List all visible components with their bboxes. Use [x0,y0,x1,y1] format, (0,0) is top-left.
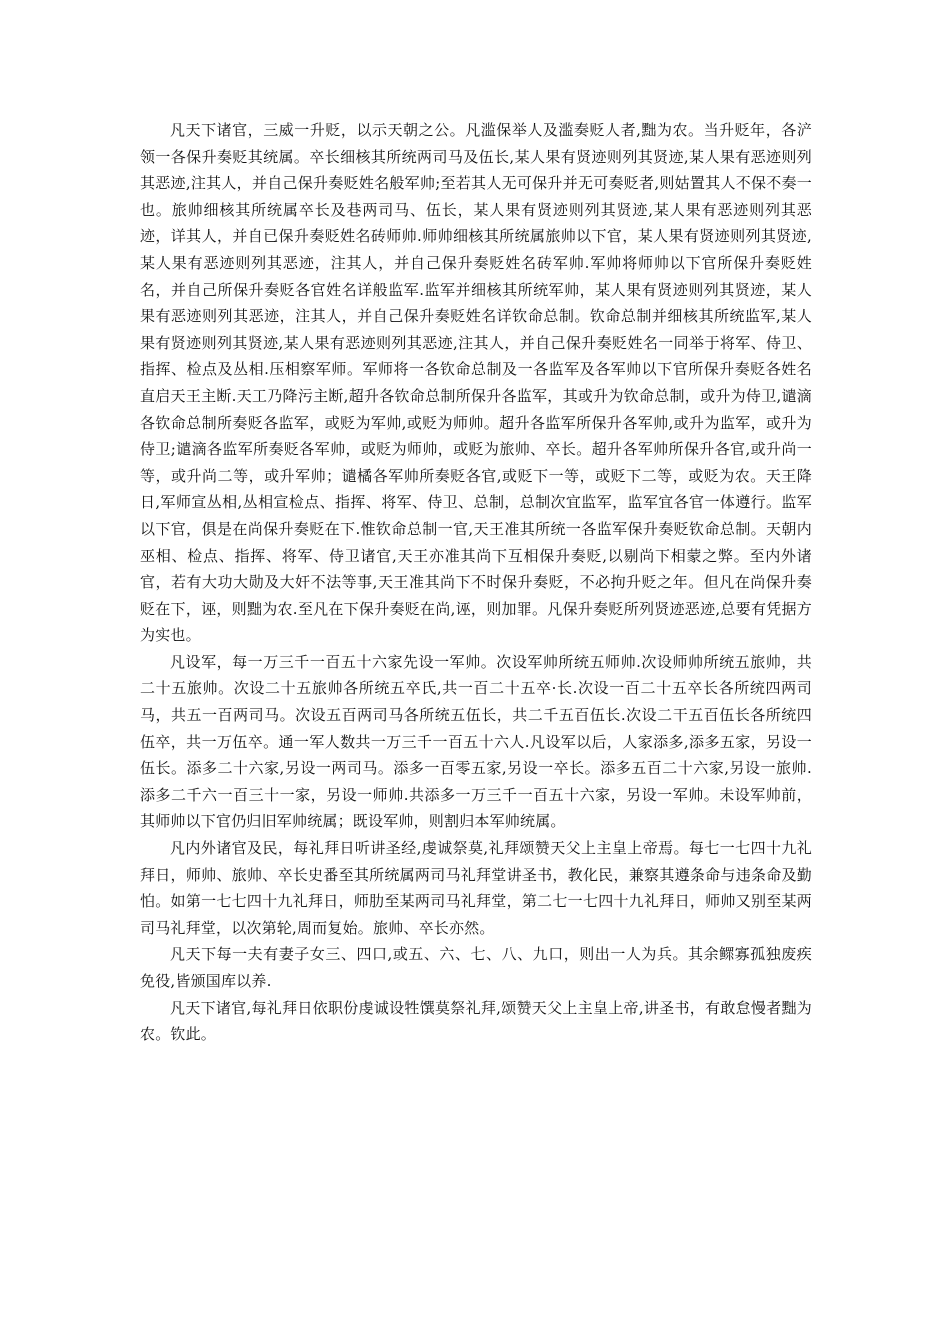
paragraph-army-organization: 凡设军，每一万三千一百五十六家先设一军帅。次设军帅所统五师帅.次设师帅所统五旅帅，共二十五旅帅。次设二十五旅帅各所统五卒氏,共一百二十五卒·长.次设一百二十五卒长各所统四两司马，共五一百两司马。次设五百两司马各所统五伍长，共二千五百伍长.次设二干五百伍长各所统四伍卒，共一万伍卒。通一军人数共一万三千一百五十六人.凡设军以后，人家添多,添多五家，另设一伍长。添多二十六家,另设一两司马。添多一百零五家,另设一卒长。添多五百二十六家,另设一旅帅.添多二千六一百三十一家，另设一师帅.共添多一万三千一百五十六家，另设一军帅。未设军帅前，其师帅以下官仍归旧军帅统属；既设军帅，则割归本军帅统属。 [140,652,812,831]
paragraph-sabbath-worship: 凡内外诸官及民，每礼拜日听讲圣经,虔诚祭莫,礼拜颂赞天父上主皇上帝焉。每七一七四十九礼拜日，师帅、旅帅、卒长史番至其所统属两司马礼拜堂讲圣书，教化民，兼察其遵条命与违条命及勤怕。如第一七七四十九礼拜日，师肋至某两司马礼拜堂，第二七一七四十九礼拜日，师帅又别至某两司马礼拜堂，以次第轮,周而复始。旅帅、卒长亦然。 [140,839,812,937]
document-body [140,117,812,1048]
paragraph-conscription: 凡天下每一夫有妻子女三、四口,或五、六、七、八、九口，则出一人为兵。其余鳏寡孤独废疾免役,皆颁国库以养. [140,945,812,990]
paragraph-officials-worship: 凡天下诸官,每礼拜日依职份虔诚设牲馔莫祭礼拜,颂赞天父上主皇上帝,讲圣书，有敢怠慢者黜为农。钦此。 [140,998,812,1044]
paragraph-promotion-demotion: 凡天下诸官，三威一升贬，以示天朝之公。凡滥保举人及滥奏贬人者,黜为农。当升贬年，各浐领一各保升奏贬其统属。卒长细核其所统两司马及伍长,某人果有贤迹则列其贤迹,某人果有恶迹则列其恶迹,注其人，并自己保升奏贬姓名般军帅;至若其人无可保升并无可奏贬者,则姑置其人不保不奏一也。旅帅细核其所统属卒长及巷两司马、伍长，某人果有贤迹则列其贤迹,某人果有恶迹则列其恶迹，详其人，并自已保升奏贬姓名砖师帅.师帅细核其所统属旅帅以下官，某人果有贤迹则列其贤迹,某人果有恶迹则列其恶迹，注其人，并自己保升奏贬姓名砖军帅.军帅将师帅以下官所保升奏贬姓名，并自己所保升奏贬各官姓名详般监军.监军并细核其所统军帅，某人果有贤迹则列其贤迹，某人果有恶迹则列其恶迹，注其人，并自己保升奏贬姓名详钦命总制。钦命总制并细核其所统监军,某人果有贤迹则列其贤迹,某人果有恶迹则列其恶迹,注其人，并自己保升奏贬姓名一同举于将军、侍卫、指挥、检点及丛相.压相察军师。军师将一各钦命总制及一各监军及各军帅以下官所保升奏贬各姓名直启天王主断.天工乃降污主断,超升各钦命总制所保升各监军，其或升为钦命总制，或升为侍卫,谴滴各钦命总制所奏贬各监军，或贬为军帅,或贬为师帅。超升各监军所保升各军帅,或升为监军，或升为侍卫;谴滴各监军所奏贬各军帅，或贬为师帅，或贬为旅帅、卒长。超升各军帅所保升各官,或升尚一等，或升尚二等，或升军帅；谴橘各军帅所奏贬各官,或贬下一等，或贬下二等，或贬为农。天王降日,军师宣丛相,丛相宣检点、指挥、将军、侍卫、总制，总制次宜监军，监军宜各官一体遵行。监军以下官，俱是在尚保升奏贬在下.惟钦命总制一官,天王准其所统一各监军保升奏贬钦命总制。天朝内巫相、检点、指挥、将军、侍卫诸官,天王亦准其尚下互相保升奏贬,以剔尚下相蒙之弊。至内外诸官，若有大功大勋及大奸不法等事,天王准其尚下不时保升奏贬，不必拘升贬之年。但凡在尚保升奏贬在下，诬，则黜为农.至凡在下保升奏贬在尚,诬，则加罪。凡保升奏贬所列贤迹恶迹,总要有凭据方为实也。 [140,121,812,645]
